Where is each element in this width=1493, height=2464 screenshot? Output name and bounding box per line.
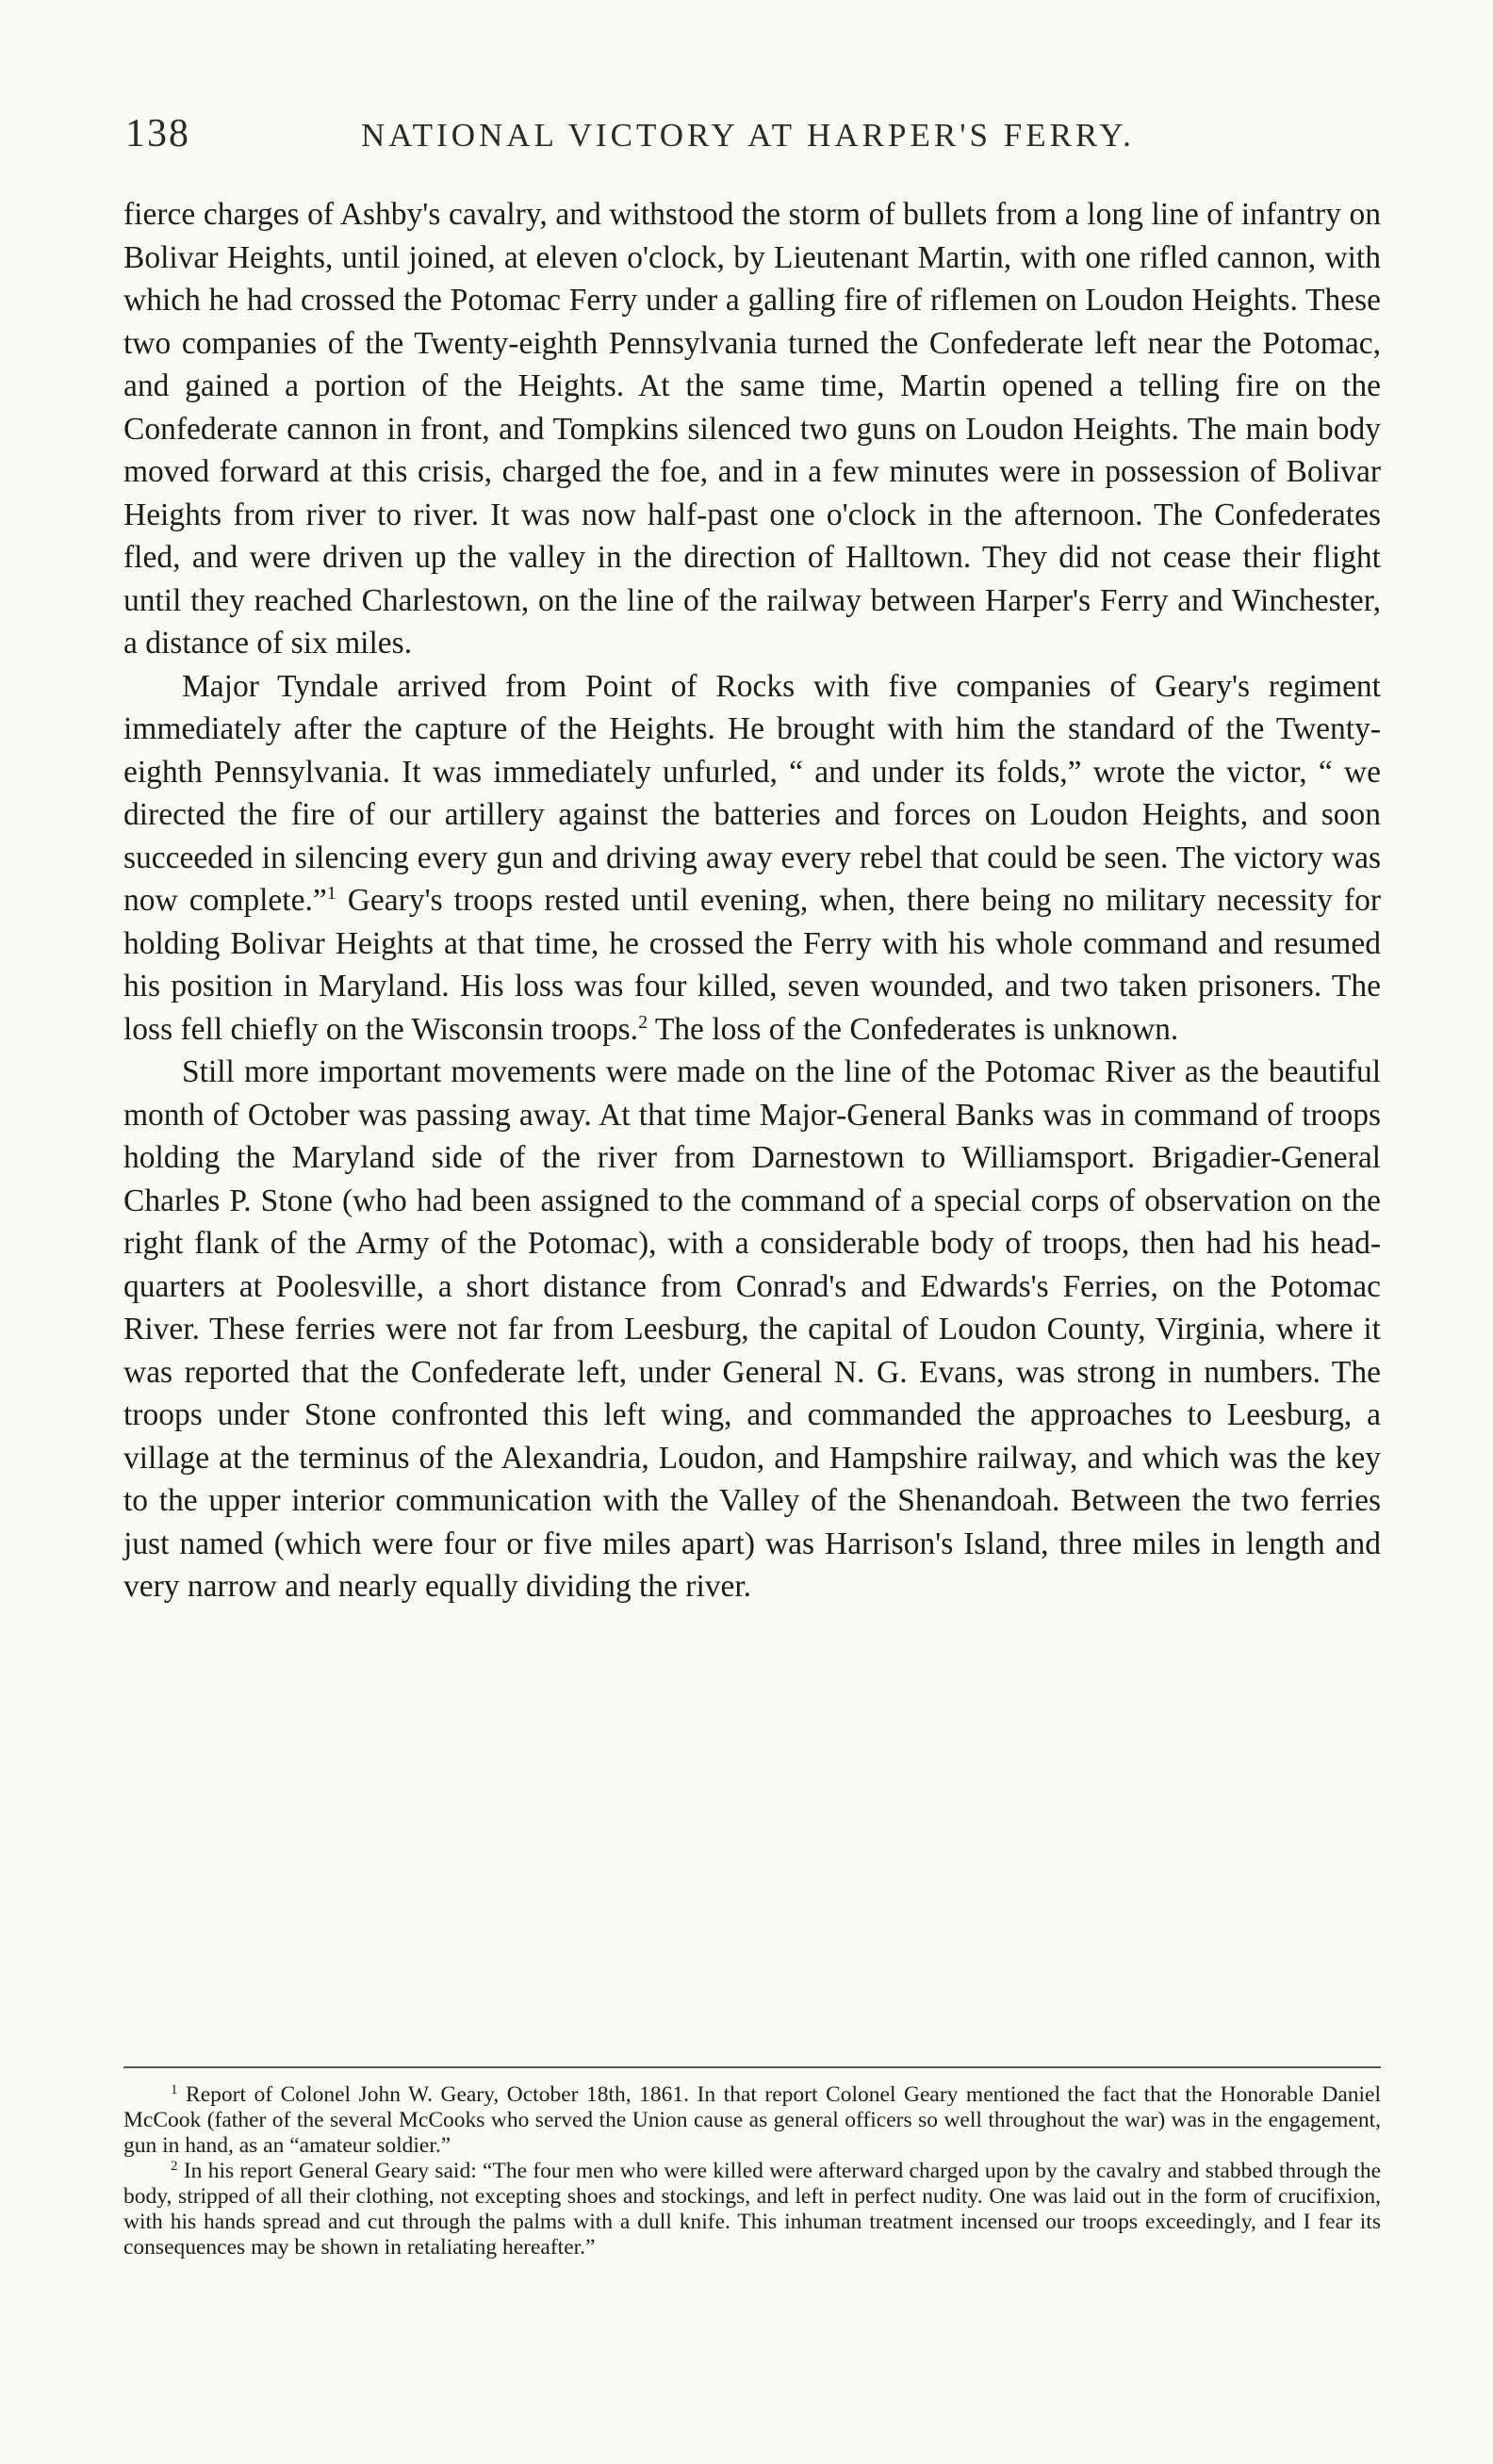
paragraph-1-text: fierce charges of Ashby's cavalry, and withstood the storm of bullets from a long line of infantry on Bolivar Heights, until joined, at eleven o'clock, by Lieutenant Martin, with one rifled cannon, with which he had crossed the Potomac Ferry under a galling fire of riflemen on Loudon Heights. These two companies of the Twenty-eighth Pennsylvania turned the Confederate left near the Potomac, and gained a portion of the Heights. At the same time, Martin opened a telling fire on the Confederate cannon in front, and Tompkins silenced two guns on Loudon Heights. The main body moved forward at this crisis, charged the foe, and in a few minutes were in possession of Bolivar Heights from river to river. It was now half-past one o'clock in the afternoon. The Confederates fled, and were driven up the valley in the direction of Halltown. They did not cease their flight until they reached Charlestown, on the line of the railway between Harper's Ferry and Winchester, a distance of six miles. bbox=[123, 197, 1381, 661]
footnote-ref-2[interactable]: 2 bbox=[638, 1011, 648, 1033]
paragraph-2-part-1: Major Tyndale arrived from Point of Rocks with five companies of Geary's regiment immediately after the capture of the Heights. He brought with him the standard of the Twenty-eighth Pennsylvania. It was immediately unfurled, “ and under its folds,” wrote the victor, “ we directed the fire of our artillery against the batteries and forces on Loudon Heights, and soon succeeded in silencing every gun and driving away every rebel that could be seen. The victory was now complete.” bbox=[123, 668, 1381, 918]
paragraph-3-text: Still more important movements were made on the line of the Potomac River as the beautiful month of October was passing away. At that time Major-General Banks was in command of troops holding the Maryland side of the river from Darnestown to Williamsport. Brigadier-General Charles P. Stone (who had been assigned to the command of a special corps of observation on the right flank of the Army of the Potomac), with a considerable body of troops, then had his head-quarters at Poolesville, a short distance from Conrad's and Edwards's Ferries, on the Potomac River. These ferries were not far from Leesburg, the capital of Loudon County, Virginia, where it was reported that the Confederate left, under General N. G. Evans, was strong in numbers. The troops under Stone confronted this left wing, and commanded the approaches to Leesburg, a village at the terminus of the Alexandria, Loudon, and Hampshire railway, and which was the key to the upper interior communication with the Valley of the Shenandoah. Between the two ferries just named (which were four or five miles apart) was Harrison's Island, three miles in length and very narrow and nearly equally dividing the river. bbox=[123, 1054, 1381, 1604]
footnote-divider bbox=[123, 2066, 1381, 2068]
paragraph-3 bbox=[123, 1051, 1381, 1608]
footnote-ref-1[interactable]: 1 bbox=[326, 883, 336, 904]
footnote-marker-2: 2 bbox=[171, 2159, 178, 2174]
page-number: 138 bbox=[125, 112, 190, 155]
footnote-1-text: Report of Colonel John W. Geary, October 18th, 1861. In that report Colonel Geary mentioned the fact that the Honorable Daniel McCook (father of the several McCooks who served the Union cause as general officers so well throughout the war) was in the engagement, gun in hand, as an “amateur soldier.” bbox=[123, 2082, 1381, 2158]
running-head: NATIONAL VICTORY AT HARPER'S FERRY. bbox=[361, 117, 1135, 154]
footnote-1 bbox=[123, 2082, 1381, 2159]
paragraph-2-part-2: Geary's troops rested until evening, when, there being no military necessity for holding Bolivar Heights at that time, he crossed the Ferry with his whole command and resumed his position in Maryland. His loss was four killed, seven wounded, and two taken prisoners. The loss fell chiefly on the Wisconsin troops. bbox=[123, 883, 1381, 1047]
paragraph-1 bbox=[123, 193, 1381, 665]
footnote-marker-1: 1 bbox=[171, 2082, 178, 2097]
body-text bbox=[123, 193, 1381, 1608]
paragraph-2 bbox=[123, 665, 1381, 1052]
paragraph-2-part-3: The loss of the Confederates is unknown. bbox=[648, 1011, 1179, 1047]
footnote-2-text: In his report General Geary said: “The four men who were killed were afterward charged upon by the cavalry and stabbed through the body, stripped of all their clothing, not excepting shoes and stockings, and left in perfect nudity. One was laid out in the form of crucifixion, with his hands spread and cut through the palms with a dull knife. This inhuman treatment incensed our troops exceedingly, and I fear its consequences may be shown in retaliating hereafter.” bbox=[123, 2159, 1381, 2260]
footnotes bbox=[123, 2082, 1381, 2260]
page-header bbox=[125, 111, 1381, 168]
footnote-2 bbox=[123, 2159, 1381, 2260]
